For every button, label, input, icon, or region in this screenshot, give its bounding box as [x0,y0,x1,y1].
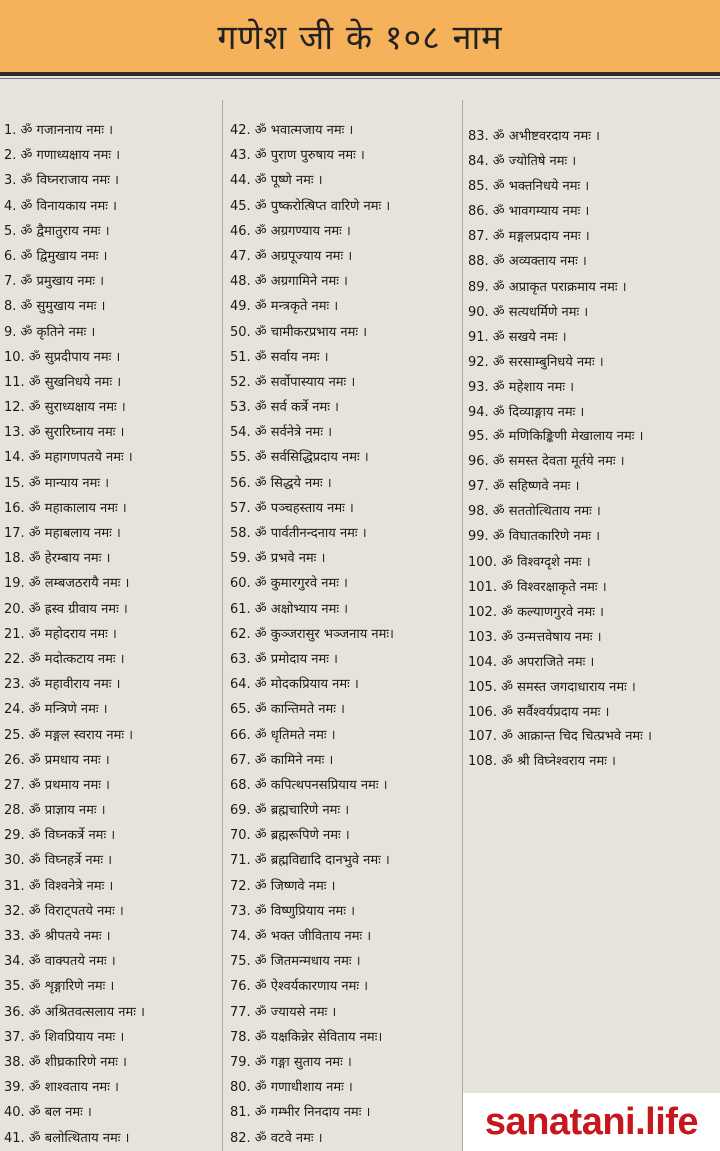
name-list-item: 16. ॐ महाकालाय नमः । [4,500,127,516]
name-list-item: 30. ॐ विघ्नहर्त्रे नमः । [4,853,113,869]
name-list-item: 1. ॐ गजाननाय नमः । [4,123,113,138]
name-list-item: 60. ॐ कुमारगुरवे नमः । [230,576,348,592]
name-list-item: 104. ॐ अपराजिते नमः । [468,654,595,670]
name-list-item: 72. ॐ जिष्णवे नमः । [230,878,336,894]
name-list-item: 95. ॐ मणिकिङ्किणी मेखालाय नमः । [468,429,644,445]
name-list-item: 12. ॐ सुराध्यक्षाय नमः । [4,400,126,416]
name-list-item: 96. ॐ समस्त देवता मूर्तये नमः । [468,454,625,470]
name-list-item: 22. ॐ मदोत्कटाय नमः । [4,651,125,667]
name-list-item: 82. ॐ वटवे नमः । [230,1130,323,1146]
name-list-item: 34. ॐ वाक्पतये नमः । [4,954,116,970]
name-list-item: 63. ॐ प्रमोदाय नमः । [230,651,338,667]
name-list-item: 50. ॐ चामीकरप्रभाय नमः । [230,324,368,340]
name-list-item: 88. ॐ अव्यक्ताय नमः । [468,254,587,270]
name-list-item: 9. ॐ कृतिने नमः । [4,324,96,340]
name-list-item: 67. ॐ कामिने नमः । [230,752,334,768]
name-list-item: 106. ॐ सर्वैश्वर्यप्रदाय नमः । [468,705,610,721]
name-list-item: 37. ॐ शिवप्रियाय नमः । [4,1029,125,1045]
name-list-item: 31. ॐ विश्वनेत्रे नमः । [4,878,114,894]
name-list-item: 13. ॐ सुरारिघ्नाय नमः । [4,425,125,441]
name-list-item: 41. ॐ बलोत्थिताय नमः । [4,1130,130,1146]
name-list-item: 24. ॐ मन्त्रिणे नमः । [4,702,108,718]
names-column-1 [4,118,216,1151]
name-list-item: 2. ॐ गणाध्यक्षाय नमः । [4,148,121,164]
name-list-item: 6. ॐ द्विमुखाय नमः । [4,248,108,264]
name-list-item: 65. ॐ कान्तिमते नमः । [230,702,345,718]
name-list-item: 23. ॐ महावीराय नमः । [4,677,121,693]
name-list-item: 42. ॐ भवात्मजाय नमः । [230,123,354,138]
name-list-item: 29. ॐ विघ्नकर्त्रे नमः । [4,828,116,844]
name-list-item: 4. ॐ विनायकाय नमः । [4,198,117,214]
name-list-item: 35. ॐ शृङ्गारिणे नमः । [4,979,115,995]
name-list-item: 21. ॐ महोदराय नमः । [4,626,117,642]
name-list-item: 86. ॐ भावगम्याय नमः । [468,204,590,220]
name-list-item: 51. ॐ सर्वाय नमः । [230,349,329,365]
name-list-item: 87. ॐ मङ्गलप्रदाय नमः । [468,229,590,245]
page-title: गणेश जी के १०८ नाम [217,18,503,58]
name-list-item: 103. ॐ उन्मत्तवेषाय नमः । [468,629,602,645]
name-list-item: 5. ॐ द्वैमातुराय नमः । [4,223,110,239]
name-list-item: 25. ॐ मङ्गल स्वराय नमः । [4,727,134,743]
name-list-item: 3. ॐ विघ्नराजाय नमः । [4,173,119,189]
name-list-item: 48. ॐ अग्रगामिने नमः । [230,274,348,290]
name-list-item: 78. ॐ यक्षकिन्नेर सेविताय नमः। [230,1029,383,1045]
name-list-item: 71. ॐ ब्रह्मविद्यादि दानभुवे नमः । [230,853,390,869]
name-list-item: 58. ॐ पार्वतीनन्दनाय नमः । [230,526,367,541]
name-list-item: 32. ॐ विराट्पतये नमः । [4,903,124,919]
names-column-3 [468,124,708,774]
name-list-item: 64. ॐ मोदकप्रियाय नमः । [230,677,359,693]
name-list-item: 53. ॐ सर्व कर्त्रे नमः । [230,400,339,416]
brand-watermark [463,1093,720,1151]
name-list-item: 17. ॐ महाबलाय नमः । [4,526,121,541]
name-list-item: 98. ॐ सततोत्थिताय नमः । [468,504,601,520]
names-column-2 [230,118,460,1151]
name-list-item: 28. ॐ प्राज्ञाय नमः । [4,803,106,819]
name-list-item: 27. ॐ प्रथमाय नमः । [4,777,110,793]
name-list-item: 7. ॐ प्रमुखाय नमः । [4,274,105,290]
name-list-item: 85. ॐ भक्तनिधये नमः । [468,179,590,195]
name-list-item: 74. ॐ भक्त जीविताय नमः । [230,929,372,944]
name-list-item: 54. ॐ सर्वनेत्रे नमः । [230,425,333,441]
name-list-item: 108. ॐ श्री विघ्नेश्वराय नमः । [468,754,616,770]
name-list-item: 18. ॐ हेरम्बाय नमः । [4,551,111,567]
name-list-item: 93. ॐ महेशाय नमः । [468,379,575,395]
name-list-item: 8. ॐ सुमुखाय नमः । [4,299,106,315]
name-list-item: 11. ॐ सुखनिधये नमः । [4,374,122,390]
name-list-item: 38. ॐ शीघ्रकारिणे नमः । [4,1054,127,1070]
name-list-item: 92. ॐ सरसाम्बुनिधये नमः । [468,354,604,370]
name-list-item: 44. ॐ पूष्णे नमः । [230,173,323,189]
name-list-item: 49. ॐ मन्त्रकृते नमः । [230,299,339,315]
name-list-item: 57. ॐ पञ्चहस्ताय नमः । [230,500,354,516]
name-list-item: 36. ॐ अश्रितवत्सलाय नमः । [4,1004,145,1020]
name-list-item: 10. ॐ सुप्रदीपाय नमः । [4,349,121,365]
name-list-item: 94. ॐ दिव्याङ्गाय नमः । [468,405,585,421]
header-banner [0,0,720,72]
name-list-item: 20. ॐ ह्रस्व ग्रीवाय नमः । [4,601,128,617]
name-list-item: 47. ॐ अग्रपूज्याय नमः । [230,248,353,264]
name-list-item: 56. ॐ सिद्धये नमः । [230,475,332,491]
brand-text: sanatani.life [484,1100,699,1143]
name-list-item: 91. ॐ सखये नमः । [468,329,567,345]
name-list-item: 69. ॐ ब्रह्मचारिणे नमः । [230,803,350,819]
name-list-item: 14. ॐ महागणपतये नमः । [4,450,133,466]
name-list-item: 73. ॐ विष्णुप्रियाय नमः । [230,903,355,919]
name-list-item: 105. ॐ समस्त जगदाधाराय नमः । [468,679,636,695]
name-list-item: 26. ॐ प्रमधाय नमः । [4,752,110,768]
header-divider [0,72,720,76]
column-divider-right [462,100,463,1151]
name-list-item: 99. ॐ विघातकारिणे नमः । [468,529,601,545]
name-list-item: 80. ॐ गणाधीशाय नमः । [230,1080,353,1096]
name-list-item: 19. ॐ लम्बजठरायै नमः । [4,576,130,592]
name-list-item: 83. ॐ अभीष्टवरदाय नमः । [468,129,600,144]
name-list-item: 107. ॐ आक्रान्त चिद चित्प्रभवे नमः । [468,729,652,745]
name-list-item: 15. ॐ मान्याय नमः । [4,475,110,491]
name-list-item: 61. ॐ अक्षोभ्याय नमः । [230,601,349,617]
name-list-item: 55. ॐ सर्वसिद्धिप्रदाय नमः । [230,450,369,466]
name-list-item: 39. ॐ शाश्वताय नमः । [4,1080,119,1096]
column-divider-left [222,100,223,1151]
name-list-item: 75. ॐ जितमन्मधाय नमः । [230,954,361,970]
name-list-item: 97. ॐ सहिष्णवे नमः । [468,479,580,495]
name-list-item: 84. ॐ ज्योतिषे नमः । [468,154,577,170]
name-list-item: 33. ॐ श्रीपतये नमः । [4,929,111,944]
name-list-item: 68. ॐ कपित्थपनसप्रियाय नमः । [230,777,388,793]
name-list-item: 43. ॐ पुराण पुरुषाय नमः । [230,148,365,164]
name-list-item: 76. ॐ ऐश्वर्यकारणाय नमः । [230,979,369,995]
name-list-item: 90. ॐ सत्यधर्मिणे नमः । [468,304,589,320]
name-list-item: 101. ॐ विश्वरक्षाकृते नमः । [468,579,607,595]
name-list-item: 52. ॐ सर्वोपास्याय नमः । [230,374,356,390]
name-list-item: 46. ॐ अग्रगण्याय नमः । [230,223,351,239]
name-list-item: 66. ॐ धृतिमते नमः । [230,727,336,743]
name-list-item: 70. ॐ ब्रह्मरूपिणे नमः । [230,828,350,844]
name-list-item: 100. ॐ विश्वग्दृशे नमः । [468,554,591,570]
header-divider-thin [0,78,720,79]
name-list-item: 40. ॐ बल नमः । [4,1105,92,1121]
name-list-item: 59. ॐ प्रभवे नमः । [230,551,326,567]
name-list-item: 45. ॐ पुष्करोत्षिप्त वारिणे नमः । [230,198,391,214]
name-list-item: 102. ॐ कल्याणगुरवे नमः । [468,604,604,620]
name-list-item: 79. ॐ गङ्गा सुताय नमः । [230,1054,352,1070]
name-list-item: 77. ॐ ज्यायसे नमः । [230,1004,337,1020]
name-list-item: 81. ॐ गम्भीर निनदाय नमः । [230,1105,371,1121]
name-list-item: 62. ॐ कुञ्जरासुर भञ्जनाय नमः। [230,626,394,642]
name-list-item: 89. ॐ अप्राकृत पराक्रमाय नमः । [468,279,627,295]
